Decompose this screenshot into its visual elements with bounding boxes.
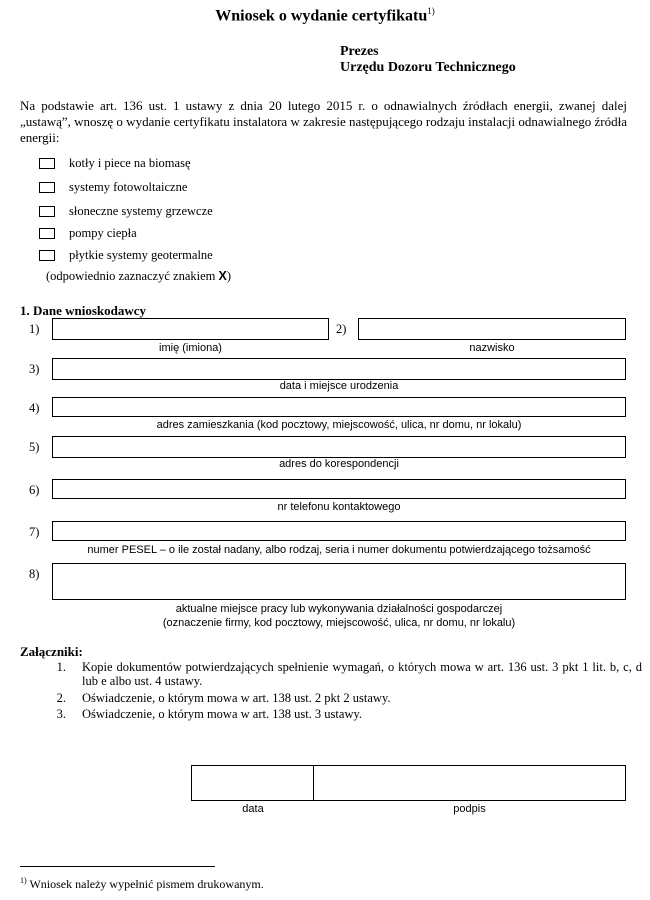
installation-option-solar-heating[interactable]: [39, 202, 213, 220]
field-number-5: 5): [29, 440, 40, 454]
workplace-caption: aktualne miejsce pracy lub wykonywania działalności gospodarczej: [175, 603, 503, 615]
checkbox[interactable]: [39, 158, 55, 169]
phone-field[interactable]: [52, 479, 626, 499]
installation-option-geothermal[interactable]: [39, 246, 213, 264]
field-number-8: 8): [29, 567, 40, 581]
attachment-item: [44, 660, 644, 690]
field-number-7: 7): [29, 525, 40, 539]
correspondence-address-caption: adres do korespondencji: [279, 458, 399, 470]
signature-field[interactable]: [313, 765, 626, 801]
workplace-caption-detail: (oznaczenie firmy, kod pocztowy, miejscowość, ulica, nr domu, nr lokalu): [162, 617, 516, 629]
form-title-text: Wniosek o wydanie certyfikatu: [215, 7, 428, 25]
mark-note-text: (odpowiednio zaznaczyć znakiem: [46, 269, 219, 283]
checkbox-label: płytkie systemy geotermalne: [69, 247, 213, 262]
installation-option-biomass[interactable]: [39, 154, 191, 172]
recipient-line-1: Prezes: [340, 44, 379, 59]
attachment-text: Kopie dokumentów potwierdzających spełnienie wymagań, o których mowa w art. 136 ust. 3 pkt 1 lit. b, c, d lub e albo ust. 4 ustawy.: [82, 660, 642, 688]
last-name-field[interactable]: [358, 318, 626, 340]
attachment-number: 1.: [56, 660, 66, 674]
mark-note: [46, 269, 231, 284]
birth-date-place-caption: data i miejsce urodzenia: [279, 380, 399, 392]
birth-date-place-field[interactable]: [52, 358, 626, 380]
home-address-field[interactable]: [52, 397, 626, 417]
title-footnote-mark: 1): [427, 6, 435, 16]
attachment-number: 2.: [56, 691, 66, 705]
checkbox-label: słoneczne systemy grzewcze: [69, 203, 213, 218]
first-name-field[interactable]: [52, 318, 329, 340]
field-number-6: 6): [29, 483, 40, 497]
field-number-2: 2): [336, 322, 347, 336]
field-number-1: 1): [29, 322, 40, 336]
field-number-4: 4): [29, 401, 40, 415]
attachment-text: Oświadczenie, o którym mowa w art. 138 ust. 3 ustawy.: [82, 707, 363, 721]
date-field[interactable]: [191, 765, 315, 801]
form-title: [0, 6, 650, 25]
home-address-caption: adres zamieszkania (kod pocztowy, miejscowość, ulica, nr domu, nr lokalu): [156, 419, 522, 431]
first-name-caption: imię (imiona): [159, 342, 222, 354]
checkbox-label: systemy fotowoltaiczne: [69, 179, 188, 194]
recipient: [340, 44, 516, 76]
attachment-text: Oświadczenie, o którym mowa w art. 138 ust. 2 pkt 2 ustawy.: [82, 691, 391, 705]
field-number-3: 3): [29, 362, 40, 376]
footnote: [20, 876, 264, 892]
installation-option-heat-pumps[interactable]: [39, 224, 137, 242]
attachment-item: [44, 691, 644, 706]
workplace-field[interactable]: [52, 563, 626, 600]
installation-option-photovoltaic[interactable]: [39, 178, 187, 196]
intro-paragraph: Na podstawie art. 136 ust. 1 ustawy z dnia 20 lutego 2015 r. o odnawialnych źródłach energii, zwanej dalej „ustawą”, wnoszę o wydanie certyfikatu instalatora w zakresie następującego rodzaju instalacji odnawialnego źródła energii:: [20, 98, 627, 145]
pesel-caption: numer PESEL – o ile został nadany, albo rodzaj, seria i numer dokumentu potwierdzającego tożsamość: [87, 544, 591, 556]
mark-note-close: ): [226, 269, 232, 283]
attachments-heading: Załączniki:: [20, 644, 83, 659]
applicant-section-heading: 1. Dane wnioskodawcy: [20, 303, 147, 318]
date-caption: data: [242, 803, 264, 815]
checkbox[interactable]: [39, 250, 55, 261]
pesel-field[interactable]: [52, 521, 626, 541]
attachment-item: [44, 707, 644, 722]
footnote-mark: 1): [20, 876, 27, 885]
checkbox[interactable]: [39, 228, 55, 239]
last-name-caption: nazwisko: [469, 342, 515, 354]
checkbox[interactable]: [39, 206, 55, 217]
recipient-line-2: Urzędu Dozoru Technicznego: [340, 60, 516, 75]
checkbox-label: kotły i piece na biomasę: [69, 155, 191, 170]
attachment-number: 3.: [56, 707, 66, 721]
checkbox-label: pompy ciepła: [69, 225, 137, 240]
mark-note-x: X: [218, 269, 227, 283]
footnote-text: Wniosek należy wypełnić pismem drukowanym.: [26, 877, 264, 891]
phone-caption: nr telefonu kontaktowego: [277, 501, 401, 513]
signature-caption: podpis: [453, 803, 486, 815]
footnote-divider: [20, 866, 215, 867]
correspondence-address-field[interactable]: [52, 436, 626, 458]
checkbox[interactable]: [39, 182, 55, 193]
